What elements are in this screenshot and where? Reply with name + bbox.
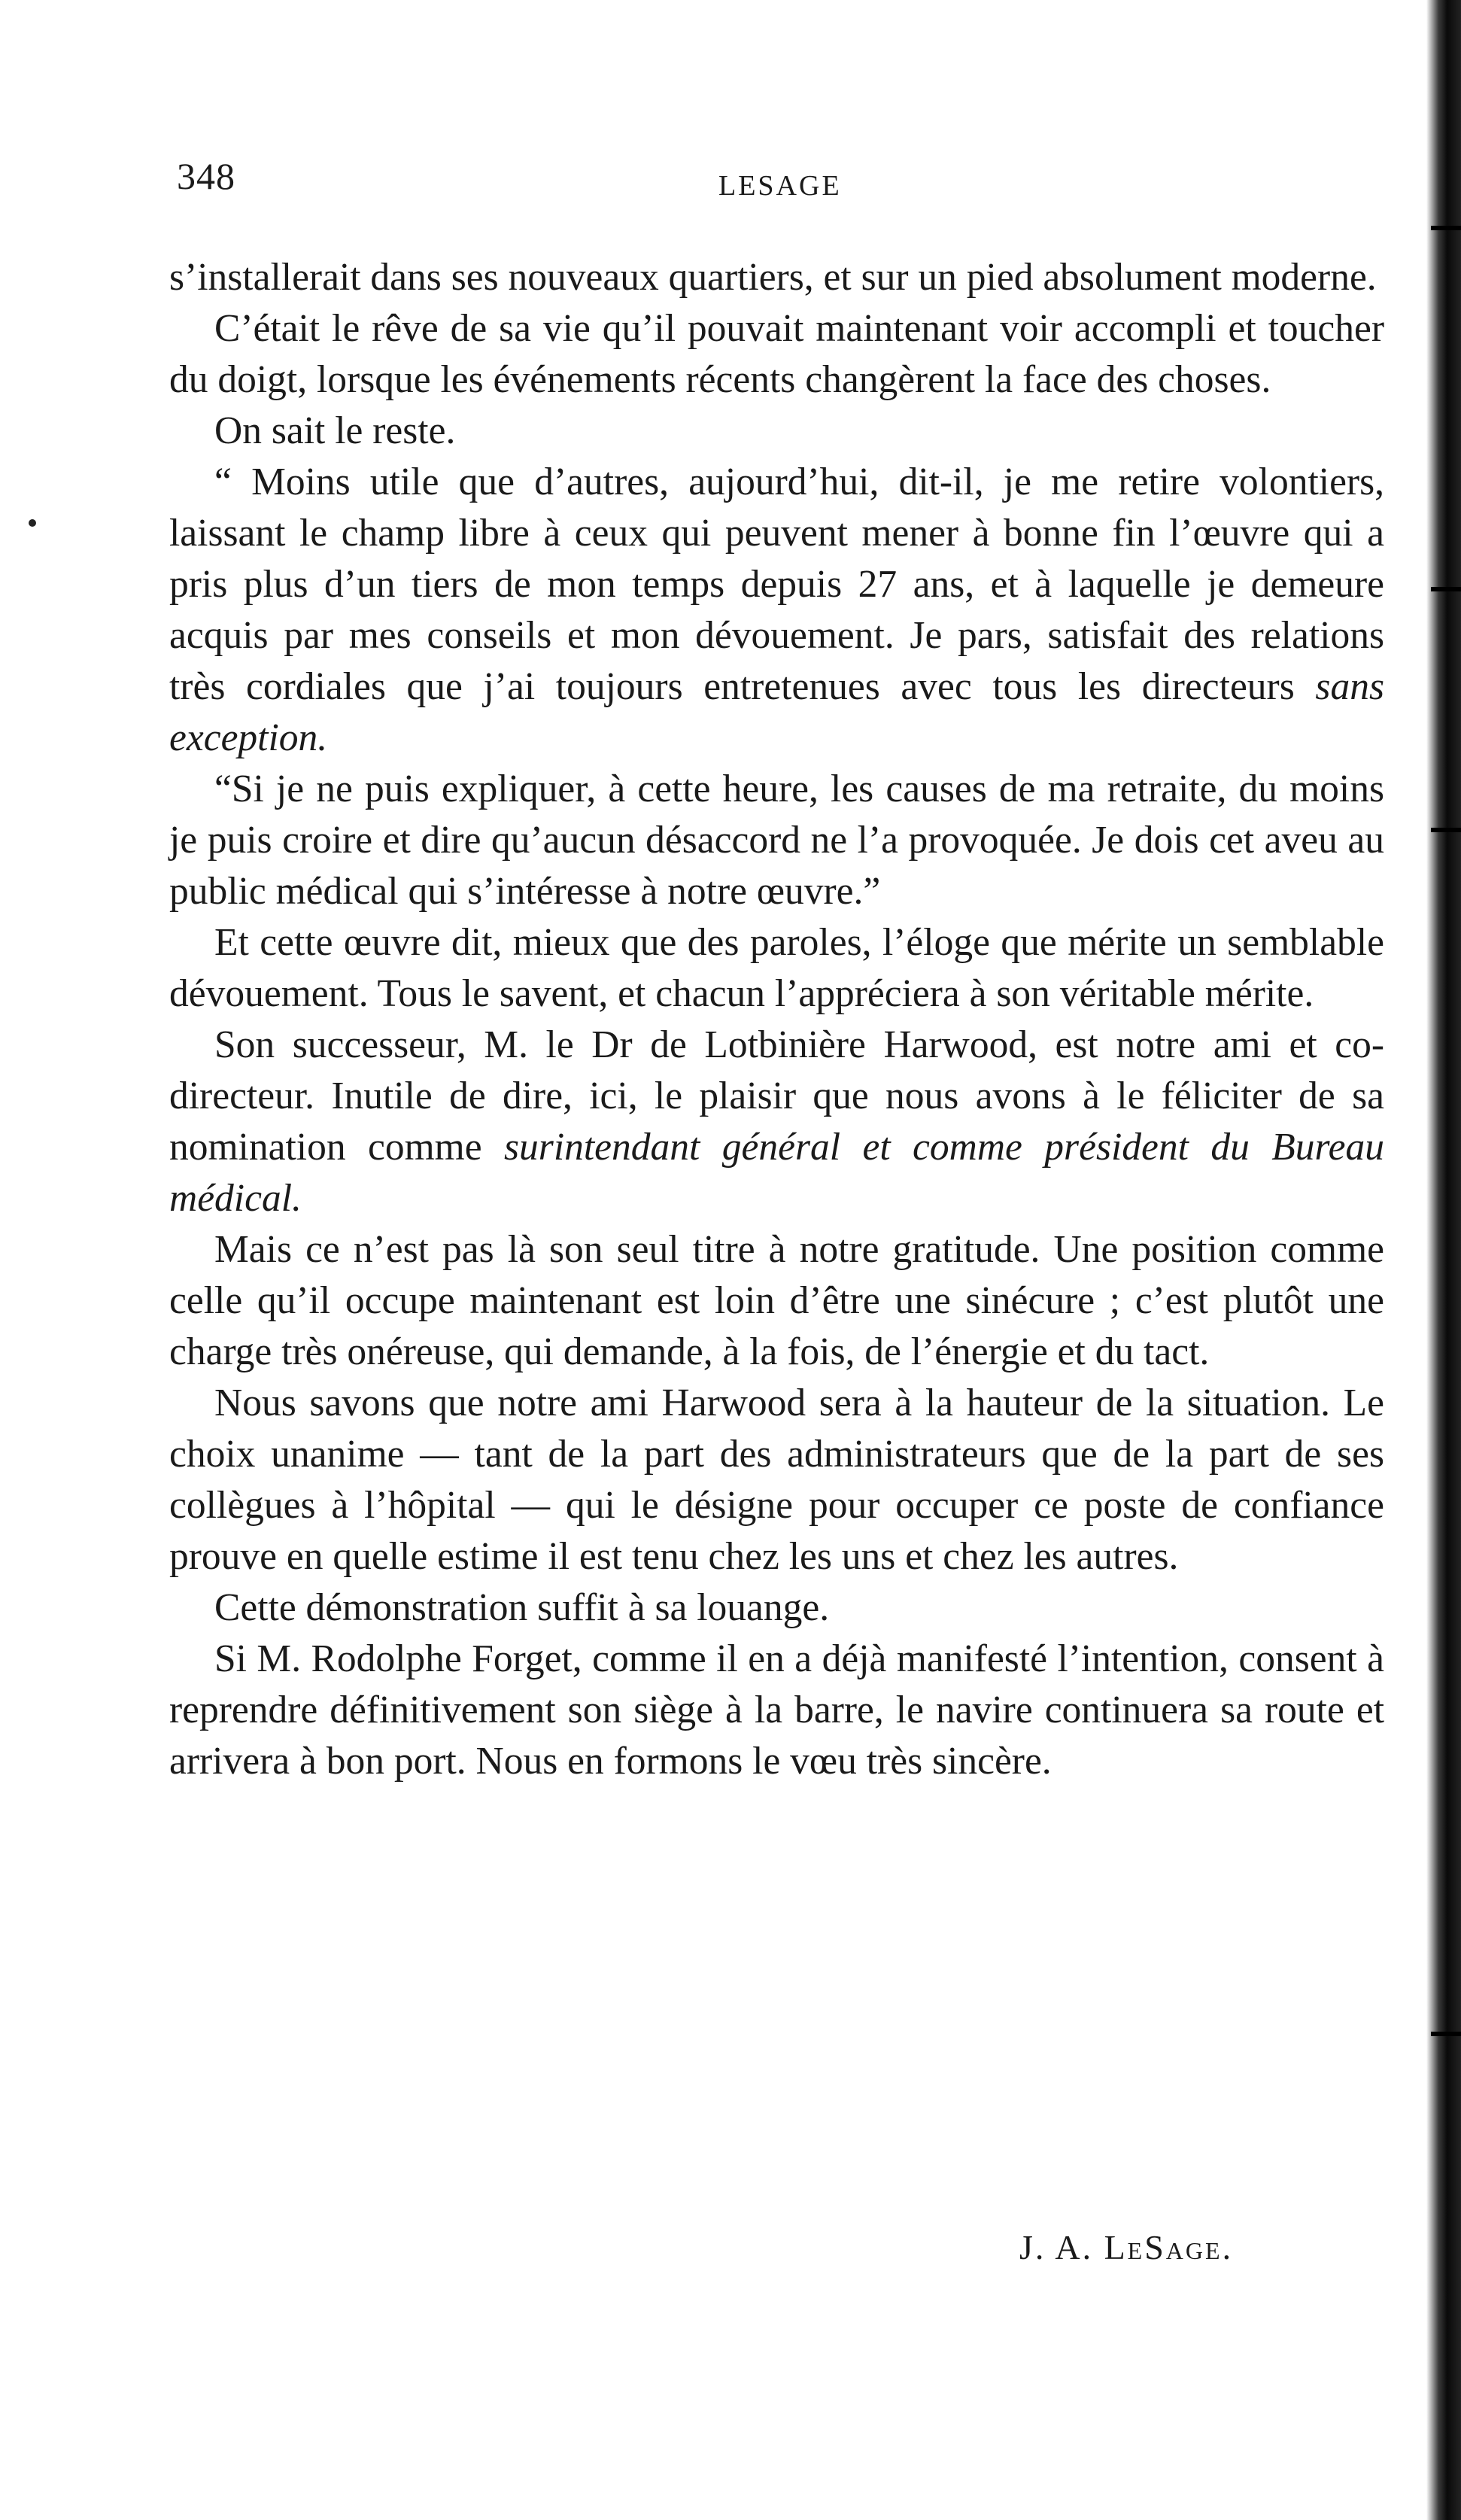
paragraph xyxy=(169,1224,1384,1378)
body-text xyxy=(169,252,1384,1787)
paragraph xyxy=(169,1020,1384,1224)
paragraph xyxy=(169,457,1384,764)
paragraph-text: Nous savons que notre ami Harwood sera à la hauteur de la situation. Le choix unanime — tant de la part des administrateurs que de la part de ses collègues à l’hôpital — qui le désigne pour occuper ce poste de confiance prouve en quelle estime il est tenu chez les uns et chez les autres. xyxy=(169,1382,1384,1578)
paragraph-text: s’installerait dans ses nouveaux quartiers, et sur un pied absolument moderne. xyxy=(169,256,1377,299)
page-number: 348 xyxy=(177,155,235,197)
page-header xyxy=(177,154,1373,207)
page-edge-mark xyxy=(1431,2032,1461,2036)
paragraph-text: Cette démonstration suffit à sa louange. xyxy=(214,1586,830,1629)
paragraph xyxy=(169,1378,1384,1582)
italic-text: surintendant général et comme président du Bureau médical. xyxy=(169,1126,1384,1220)
running-head: LESAGE xyxy=(718,170,842,202)
page-edge-mark xyxy=(1431,226,1461,230)
paragraph-text: On sait le reste. xyxy=(214,409,456,452)
page-edge-shadow xyxy=(1426,0,1461,2520)
paragraph-text: C’était le rêve de sa vie qu’il pouvait maintenant voir accompli et toucher du doigt, lorsque les événements récents changèrent la face des choses. xyxy=(169,307,1384,401)
paragraph-text: Mais ce n’est pas là son seul titre à notre gratitude. Une position comme celle qu’il occupe maintenant est loin d’être une sinécure ; c’est plutôt une charge très onéreuse, qui demande, à la fois, de l’énergie et du tact. xyxy=(169,1228,1384,1373)
page-edge-mark xyxy=(1431,587,1461,591)
ink-speck xyxy=(29,519,36,527)
paragraph xyxy=(169,917,1384,1020)
signature: J. A. LeSage. xyxy=(1019,2228,1234,2266)
paragraph xyxy=(169,406,1384,457)
paragraph-text: Et cette œuvre dit, mieux que des paroles, l’éloge que mérite un semblable dévouement. Tous le savent, et chacun l’appréciera à son véritable mérite. xyxy=(169,921,1384,1015)
paragraph xyxy=(169,303,1384,406)
paragraph xyxy=(169,764,1384,917)
paragraph-text: “Si je ne puis expliquer, à cette heure, les causes de ma retraite, du moins je puis croire et dire qu’aucun désaccord ne l’a provoquée. Je dois cet aveu au public médical qui s’intéresse à notre œuvre.” xyxy=(169,768,1384,913)
paragraph xyxy=(169,252,1384,303)
paragraph-text: Si M. Rodolphe Forget, comme il en a déjà manifesté l’intention, consent à reprendre définitivement son siège à la barre, le navire continuera sa route et arrivera à bon port. Nous en formons le vœu très sincère. xyxy=(169,1637,1384,1783)
paragraph-text: Son successeur, M. le Dr de Lotbinière Harwood, est notre ami et co-directeur. Inutile de dire, ici, le plaisir que nous avons à le féliciter de sa nomination comme xyxy=(169,1023,1384,1169)
paragraph-text: “ Moins utile que d’autres, aujourd’hui, dit-il, je me retire volontiers, laissant le champ libre à ceux qui peuvent mener à bonne fin l’œuvre qui a pris plus d’un tiers de mon temps depuis 27 ans, et à laquelle je demeure acquis par mes conseils et mon dévouement. Je pars, satisfait des relations très cordiales que j’ai toujours entretenues avec tous les directeurs xyxy=(169,461,1384,708)
page-edge-mark xyxy=(1431,828,1461,832)
paragraph xyxy=(169,1582,1384,1634)
italic-text: sans exception. xyxy=(169,665,1384,759)
paragraph xyxy=(169,1634,1384,1787)
